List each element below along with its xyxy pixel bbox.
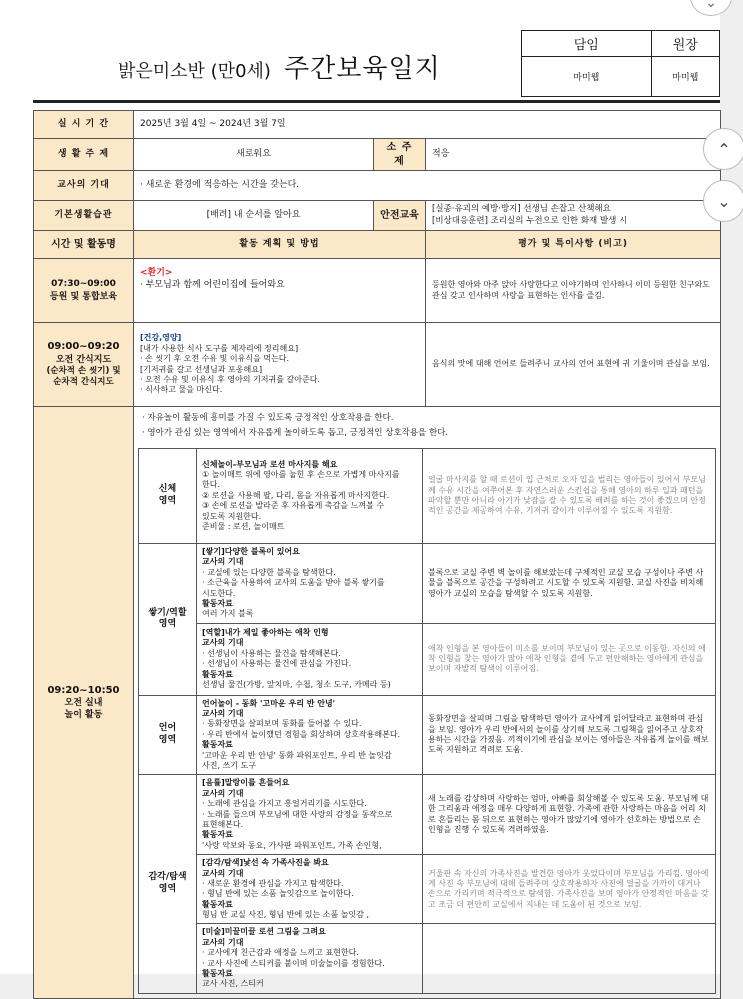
subtheme-label: 소 주 제 (374, 139, 426, 171)
subtheme-value: 적응 (426, 139, 721, 171)
period-row (34, 111, 721, 139)
col-eval-header: 평가 및 특이사항 (비고) (426, 231, 721, 259)
director-sign-label: 원장 (651, 31, 719, 57)
activity-line: · 교사에게 친근감과 애정을 느끼고 표현한다. (202, 948, 359, 958)
activity-line: 한다. (202, 480, 220, 490)
scroll-controls (703, 128, 743, 246)
doc-title: 주간보육일지 (284, 54, 441, 84)
activity-line: 준비물 : 로션, 놀이매트 (202, 521, 285, 531)
area-label: 영역 (158, 495, 177, 506)
activity-materials: 활동자료 (202, 830, 233, 840)
activity-line: 여러 가지 블록 (202, 609, 254, 619)
activity-eval: 거울판 속 자신의 가족사진을 발견한 영아가 웃었다이며 부모님을 가리킴. 영아에게 사진 속 부모님에 대해 들려주며 상호작용하자 사진에 얼굴을 가까이 대거나 손으로 가리키며 적극적으로 탐색함. 가족사진을 보며 영아가 안정적인 마음을 갖고 조금 더 편안히 교실에서 지내는 데 도움이 된 것으로 보임. (423, 855, 716, 924)
activity-line: · 교사 사진에 스티커를 붙이며 미술놀이를 경험한다. (202, 958, 385, 968)
area-label: 영역 (158, 619, 177, 630)
weekly-log-table (33, 110, 721, 999)
activity-line: · 선생님이 사용하는 물건에 관심을 가진다. (202, 659, 352, 669)
art-area-c (139, 924, 716, 993)
expectation-row (34, 171, 721, 201)
block-area-a (139, 543, 716, 623)
theme-label: 생 활 주 제 (34, 139, 134, 171)
safety-label: 안전교육 (374, 201, 426, 231)
area-label: 언어 (158, 723, 177, 734)
activity-line: ③ 손에 로션을 발라준 후 자유롭게 촉감을 느껴볼 수 (202, 501, 385, 511)
scroll-down-button[interactable] (703, 180, 743, 222)
director-sign-value: 마미웹 (651, 57, 719, 97)
period-value: 2025년 3월 4일 ~ 2024년 3월 7일 (134, 111, 721, 139)
theme-row (34, 139, 721, 171)
activity-line: 있도록 지원한다. (202, 511, 262, 521)
activity-title: [쌓기]다양한 블록이 있어요 (202, 546, 300, 556)
art-area-b (139, 855, 716, 924)
activity-eval: 동화장면을 살피며 그림을 탐색하던 영아가 교사에게 읽어달라고 표현하며 관심을 보임. 영아가 우리 반에서의 놀이를 상기해 보도록 그림책을 읽어주고 상호작용하는 시간을 가졌음. 끼적이기에 관심을 보이는 영아들은 자유롭게 놀이를 해보도록 지원하고 격려로 도움. (423, 695, 716, 775)
activity-line: 선생님 물건(가방, 앞치마, 수첩, 청소 도구, 카메라 등) (202, 679, 391, 689)
snack-tag: [건강,영양] (140, 333, 182, 343)
col-time-header: 시간 및 활동명 (34, 231, 134, 259)
activity-expect: 교사의 기대 (202, 868, 244, 878)
activity-eval: 새 노래를 감상하며 사랑하는 엄마, 아빠를 회상해볼 수 있도록 도움. 부모님께 대한 그리움과 애정을 매우 다양하게 표현함. 가족에 관한 사랑하는 마음을 어리 치로 흔들리는 몸 뒤으로 표현하는 영아가 많았기에 영아가 선호하는 방법으로 손 인형을 진행 수 있도록 격려하였음. (423, 775, 716, 855)
art-area-a (139, 775, 716, 855)
physical-area (139, 448, 716, 543)
snack-time: 09:00~09:20 (47, 341, 120, 353)
activity-title: 언어놀이 - 동화 '고마운 우리 반 안녕' (202, 698, 336, 708)
activity-line: 표현해본다. (202, 819, 244, 829)
activity-line: · 동화장면을 살펴보며 동화를 들어볼 수 있다. (202, 719, 362, 729)
activity-title: 신체놀이-부모님과 로션 마사지를 해요 (202, 459, 338, 469)
snack-name: (순차적 손 씻기) 및 (46, 365, 121, 376)
class-name: 밝은미소반 (만0세) (118, 61, 271, 82)
activity-line: · 형님 반에 있는 소품 놀잇감으로 놀이한다. (202, 889, 354, 899)
activity-line: '사랑 악보와 동요, 가사판 파워포인트, 가족 손인형, (202, 840, 382, 850)
snack-name: 순차적 간식지도 (53, 377, 114, 388)
activity-line: 형님 반 교실 사진, 형님 반에 있는 소품 놀잇감 , (202, 910, 370, 920)
arrival-name: 등원 및 통합보육 (49, 291, 118, 302)
activity-line: · 소근육을 사용하여 교사의 도움을 받아 블록 쌓기를 (202, 578, 385, 588)
activity-line: 시도한다. (202, 588, 236, 598)
play-name: 놀이 활동 (64, 710, 103, 721)
activity-line: · 노래를 들으며 부모님에 대한 사랑의 감정을 동작으로 (202, 809, 393, 819)
activity-expect: 교사의 기대 (202, 788, 244, 798)
arrival-tag: <환기> (140, 268, 173, 278)
area-label: 영역 (158, 735, 177, 746)
play-row (34, 407, 721, 999)
language-area (139, 695, 716, 775)
play-time: 09:20~10:50 (47, 684, 120, 696)
snack-plan-line: · 손 씻기 후 오전 수유 및 이유식을 먹는다. (140, 354, 290, 364)
period-label: 실 시 기 간 (34, 111, 134, 139)
activity-materials: 활동자료 (202, 969, 233, 979)
activity-expect: 교사의 기대 (202, 557, 244, 567)
play-name: 오전 실내 (64, 698, 103, 709)
corner-control[interactable]: ⌄ (690, 0, 732, 16)
activity-line: '고마운 우리 반 안녕' 동화 파워포인트, 우리 반 놀잇감 (202, 750, 392, 760)
activity-expect: 교사의 기대 (202, 937, 244, 947)
area-label: 영역 (158, 884, 177, 895)
snack-name: 오전 간식지도 (55, 354, 112, 365)
column-header-row (34, 231, 721, 259)
activity-line: 교사 사진, 스티커 (202, 979, 264, 989)
arrival-row (34, 259, 721, 323)
scroll-up-button[interactable] (703, 128, 743, 170)
activity-eval: 얼굴 마사지를 할 때 로션이 입 근처로 오자 입을 벌리는 영아들이 있어서 부모님께 수유 시간을 여쭈어본 후 자연스러운 스킨쉽을 통해 영아의 하루 일과 패턴을 파악할 뿐만 아니라 아기가 낮잠을 잘 수 있도록 배려를 하는 것이 좋겠으며 안정적인 공간을 제공하여 수유, 기저귀 갈이가 이루어질 수 있도록 지원함. (423, 448, 716, 543)
snack-plan-line: [기저귀를 갈고 선생님과 포옹해요] (140, 364, 263, 374)
snack-eval: 음식의 맛에 대해 언어로 들려주니 교사의 언어 표현에 귀 기울이며 관심을 보임. (426, 323, 721, 407)
approval-box (521, 30, 720, 97)
play-intro: · 영아가 관심 있는 영역에서 자유롭게 놀이하도록 돕고, 긍정적인 상호작용을 한다. (142, 428, 449, 439)
snack-plan-line: [내가 사용한 식사 도구를 제자리에 정리해요] (140, 343, 299, 353)
divider (33, 100, 720, 103)
arrival-eval: 등원한 영아와 마주 앉아 사랑한다고 이야기하며 인사하니 이미 등원한 친구와도 관심 갖고 인사하며 사랑을 표현하는 인사를 즐김. (426, 259, 721, 323)
col-plan-header: 활동 계획 및 방법 (134, 231, 426, 259)
activity-line: ① 놀이매트 위에 영아를 눕힌 후 손으로 가볍게 마사지를 (202, 469, 400, 479)
chevron-up-icon: ⌃ (717, 139, 731, 159)
arrival-time: 07:30~09:00 (51, 279, 116, 290)
snack-row (34, 323, 721, 407)
habit-row (34, 201, 721, 231)
activity-title: [미술]미끌미끌 로션 그림을 그려요 (202, 927, 326, 937)
habit-value: [배려] 내 순서를 알아요 (134, 201, 374, 231)
document-title (118, 48, 441, 85)
theme-value: 새로워요 (134, 139, 374, 171)
area-label: 감각/탐색 (148, 872, 187, 883)
activity-expect: 교사의 기대 (202, 638, 244, 648)
habit-label: 기본생활습관 (34, 201, 134, 231)
activity-expect: 교사의 기대 (202, 709, 244, 719)
activity-line: · 선생님이 사용하는 물건을 탐색해본다. (202, 648, 341, 658)
activity-eval-empty (423, 924, 716, 993)
chevron-down-icon: ⌄ (717, 191, 731, 211)
snack-plan-line: · 오전 수유 및 이유식 후 영아의 기저귀를 갈아준다. (140, 374, 320, 384)
activity-title: [감각/탐색]낯선 속 가족사진을 봐요 (202, 858, 329, 868)
activity-materials: 활동자료 (202, 598, 233, 608)
area-label: 쌓기/역할 (148, 607, 187, 618)
activity-materials: 활동자료 (202, 669, 233, 679)
expectation-label: 교사의 기대 (34, 171, 134, 201)
play-areas-table (138, 448, 716, 994)
activity-line: · 새로운 환경에 관심을 가지고 탐색한다. (202, 878, 344, 888)
play-intro: · 자유놀이 활동에 흥미를 가질 수 있도록 긍정적인 상호작용을 한다. (142, 413, 394, 423)
snack-plan-line: · 식사하고 물을 마신다. (140, 385, 223, 395)
activity-eval: 애착 인형을 본 영아들이 미소를 보이며 부모님이 있는 곳으로 이동함. 자신의 애착 인형을 찾는 영아가 많아 애착 인형을 곁에 두고 편안해하는 영아에게 관심을 보이며 자발적 탐색이 이루어짐. (423, 623, 716, 695)
safety-line: [실종·유괴의 예방·방지] 선생님 손잡고 산책해요 (432, 204, 611, 215)
safety-line: [비상대응훈련] 조리실의 누전으로 인한 화재 발생 시 (432, 215, 628, 226)
block-area-b (139, 623, 716, 695)
activity-materials: 활동자료 (202, 899, 233, 909)
activity-eval: 블록으로 교실 주변 벽 놀이를 해보았는데 구체적인 교실 모습 구성이나 주변 사물을 블록으로 공간을 구성하려고 시도할 수 있도록 지원함. 교실 사진을 비치해 영아가 교실의 모습을 탐색할 수 있도록 지원함. (423, 543, 716, 623)
teacher-sign-label: 담임 (522, 31, 652, 57)
activity-title: [역할]내가 제일 좋아하는 애착 인형 (202, 628, 329, 637)
activity-line: · 교실에 있는 다양한 블록을 탐색한다. (202, 567, 336, 577)
teacher-sign-value: 마미웹 (522, 57, 652, 97)
activity-materials: 활동자료 (202, 740, 233, 750)
activity-line: · 노래에 관심을 가지고 흥얼거리기를 시도한다. (202, 799, 367, 809)
expectation-value: · 새로운 환경에 적응하는 시간을 갖는다. (134, 171, 721, 201)
activity-line: · 우리 반에서 놀이했던 경험을 회상하며 상호작용해본다. (202, 729, 401, 739)
activity-line: ② 로션을 사용해 팔, 다리, 몸을 자유롭게 마사지한다. (202, 490, 390, 500)
area-label: 신체 (158, 484, 177, 495)
activity-title: [음률]말랑이를 흔들어요 (202, 778, 290, 788)
activity-line: 사진, 쓰기 도구 (202, 761, 256, 771)
arrival-plan: · 부모님과 함께 어린이집에 들어와요 (140, 280, 285, 291)
